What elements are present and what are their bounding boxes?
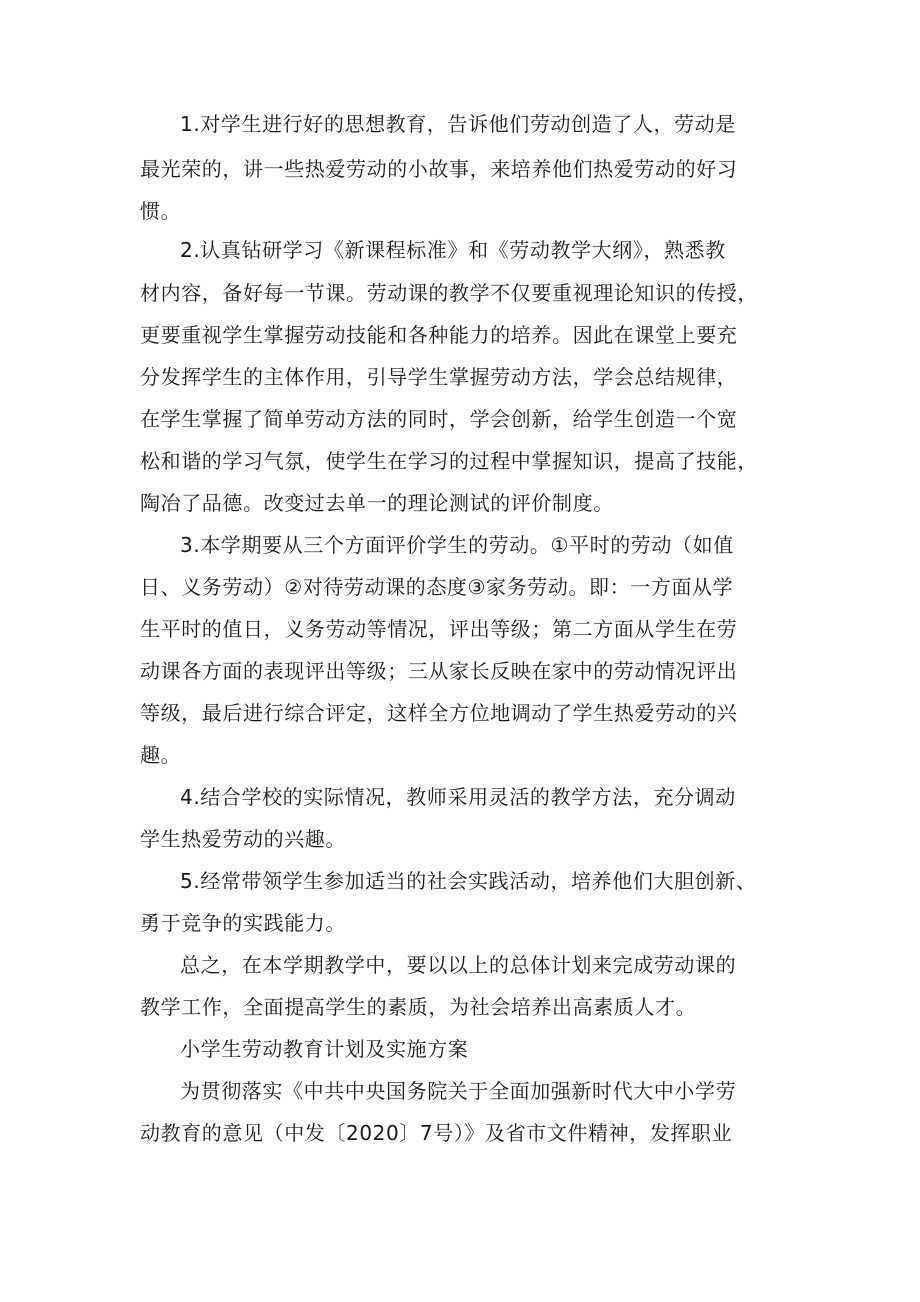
text-line: 松和谐的学习气氛，使学生在学习的过程中掌握知识，提高了技能，: [140, 449, 758, 473]
text-line: 教学工作，全面提高学生的素质，为社会培养出高素质人才。: [140, 995, 697, 1019]
text-line: 最光荣的，讲一些热爱劳动的小故事，来培养他们热爱劳动的好习: [140, 157, 738, 181]
text-line: 3.本学期要从三个方面评价学生的劳动。①平时的劳动（如值: [180, 533, 734, 557]
text-line: 趣。: [140, 743, 182, 767]
text-line: 材内容，备好每一节课。劳动课的教学不仅要重视理论知识的传授，: [140, 281, 758, 305]
text-line: 1.对学生进行好的思想教育，告诉他们劳动创造了人，劳动是: [180, 112, 736, 136]
text-line: 4.结合学校的实际情况，教师采用灵活的教学方法，充分调动: [180, 785, 736, 809]
text-line: 陶冶了品德。改变过去单一的理论测试的评价制度。: [140, 491, 614, 515]
text-line: 生平时的值日，义务劳动等情况，评出等级；第二方面从学生在劳: [140, 617, 738, 641]
section-heading: 小学生劳动教育计划及实施方案: [180, 1037, 469, 1061]
text-line: 总之，在本学期教学中，要以以上的总体计划来完成劳动课的: [180, 953, 737, 977]
text-line: 为贯彻落实《中共中央国务院关于全面加强新时代大中小学劳: [180, 1079, 737, 1103]
text-line: 动课各方面的表现评出等级；三从家长反映在家中的劳动情况评出: [140, 659, 738, 683]
text-line: 分发挥学生的主体作用，引导学生掌握劳动方法，学会总结规律，: [140, 365, 738, 389]
text-line: 在学生掌握了简单劳动方法的同时，学会创新，给学生创造一个宽: [140, 407, 738, 431]
text-line: 等级，最后进行综合评定，这样全方位地调动了学生热爱劳动的兴: [140, 701, 738, 725]
text-line: 惯。: [140, 199, 182, 223]
text-line: 日、义务劳动）②对待劳动课的态度③家务劳动。即：一方面从学: [140, 575, 734, 599]
text-line: 5.经常带领学生参加适当的社会实践活动，培养他们大胆创新、: [180, 869, 757, 893]
text-line: 学生热爱劳动的兴趣。: [140, 827, 346, 851]
text-line: 更要重视学生掌握劳动技能和各种能力的培养。因此在课堂上要充: [140, 323, 738, 347]
text-line: 2.认真钻研学习《新课程标准》和《劳动教学大纲》，熟悉教: [180, 238, 726, 262]
text-line: 动教育的意见（中发〔2020〕7号）》及省市文件精神，发挥职业: [140, 1121, 733, 1145]
text-line: 勇于竞争的实践能力。: [140, 911, 346, 935]
